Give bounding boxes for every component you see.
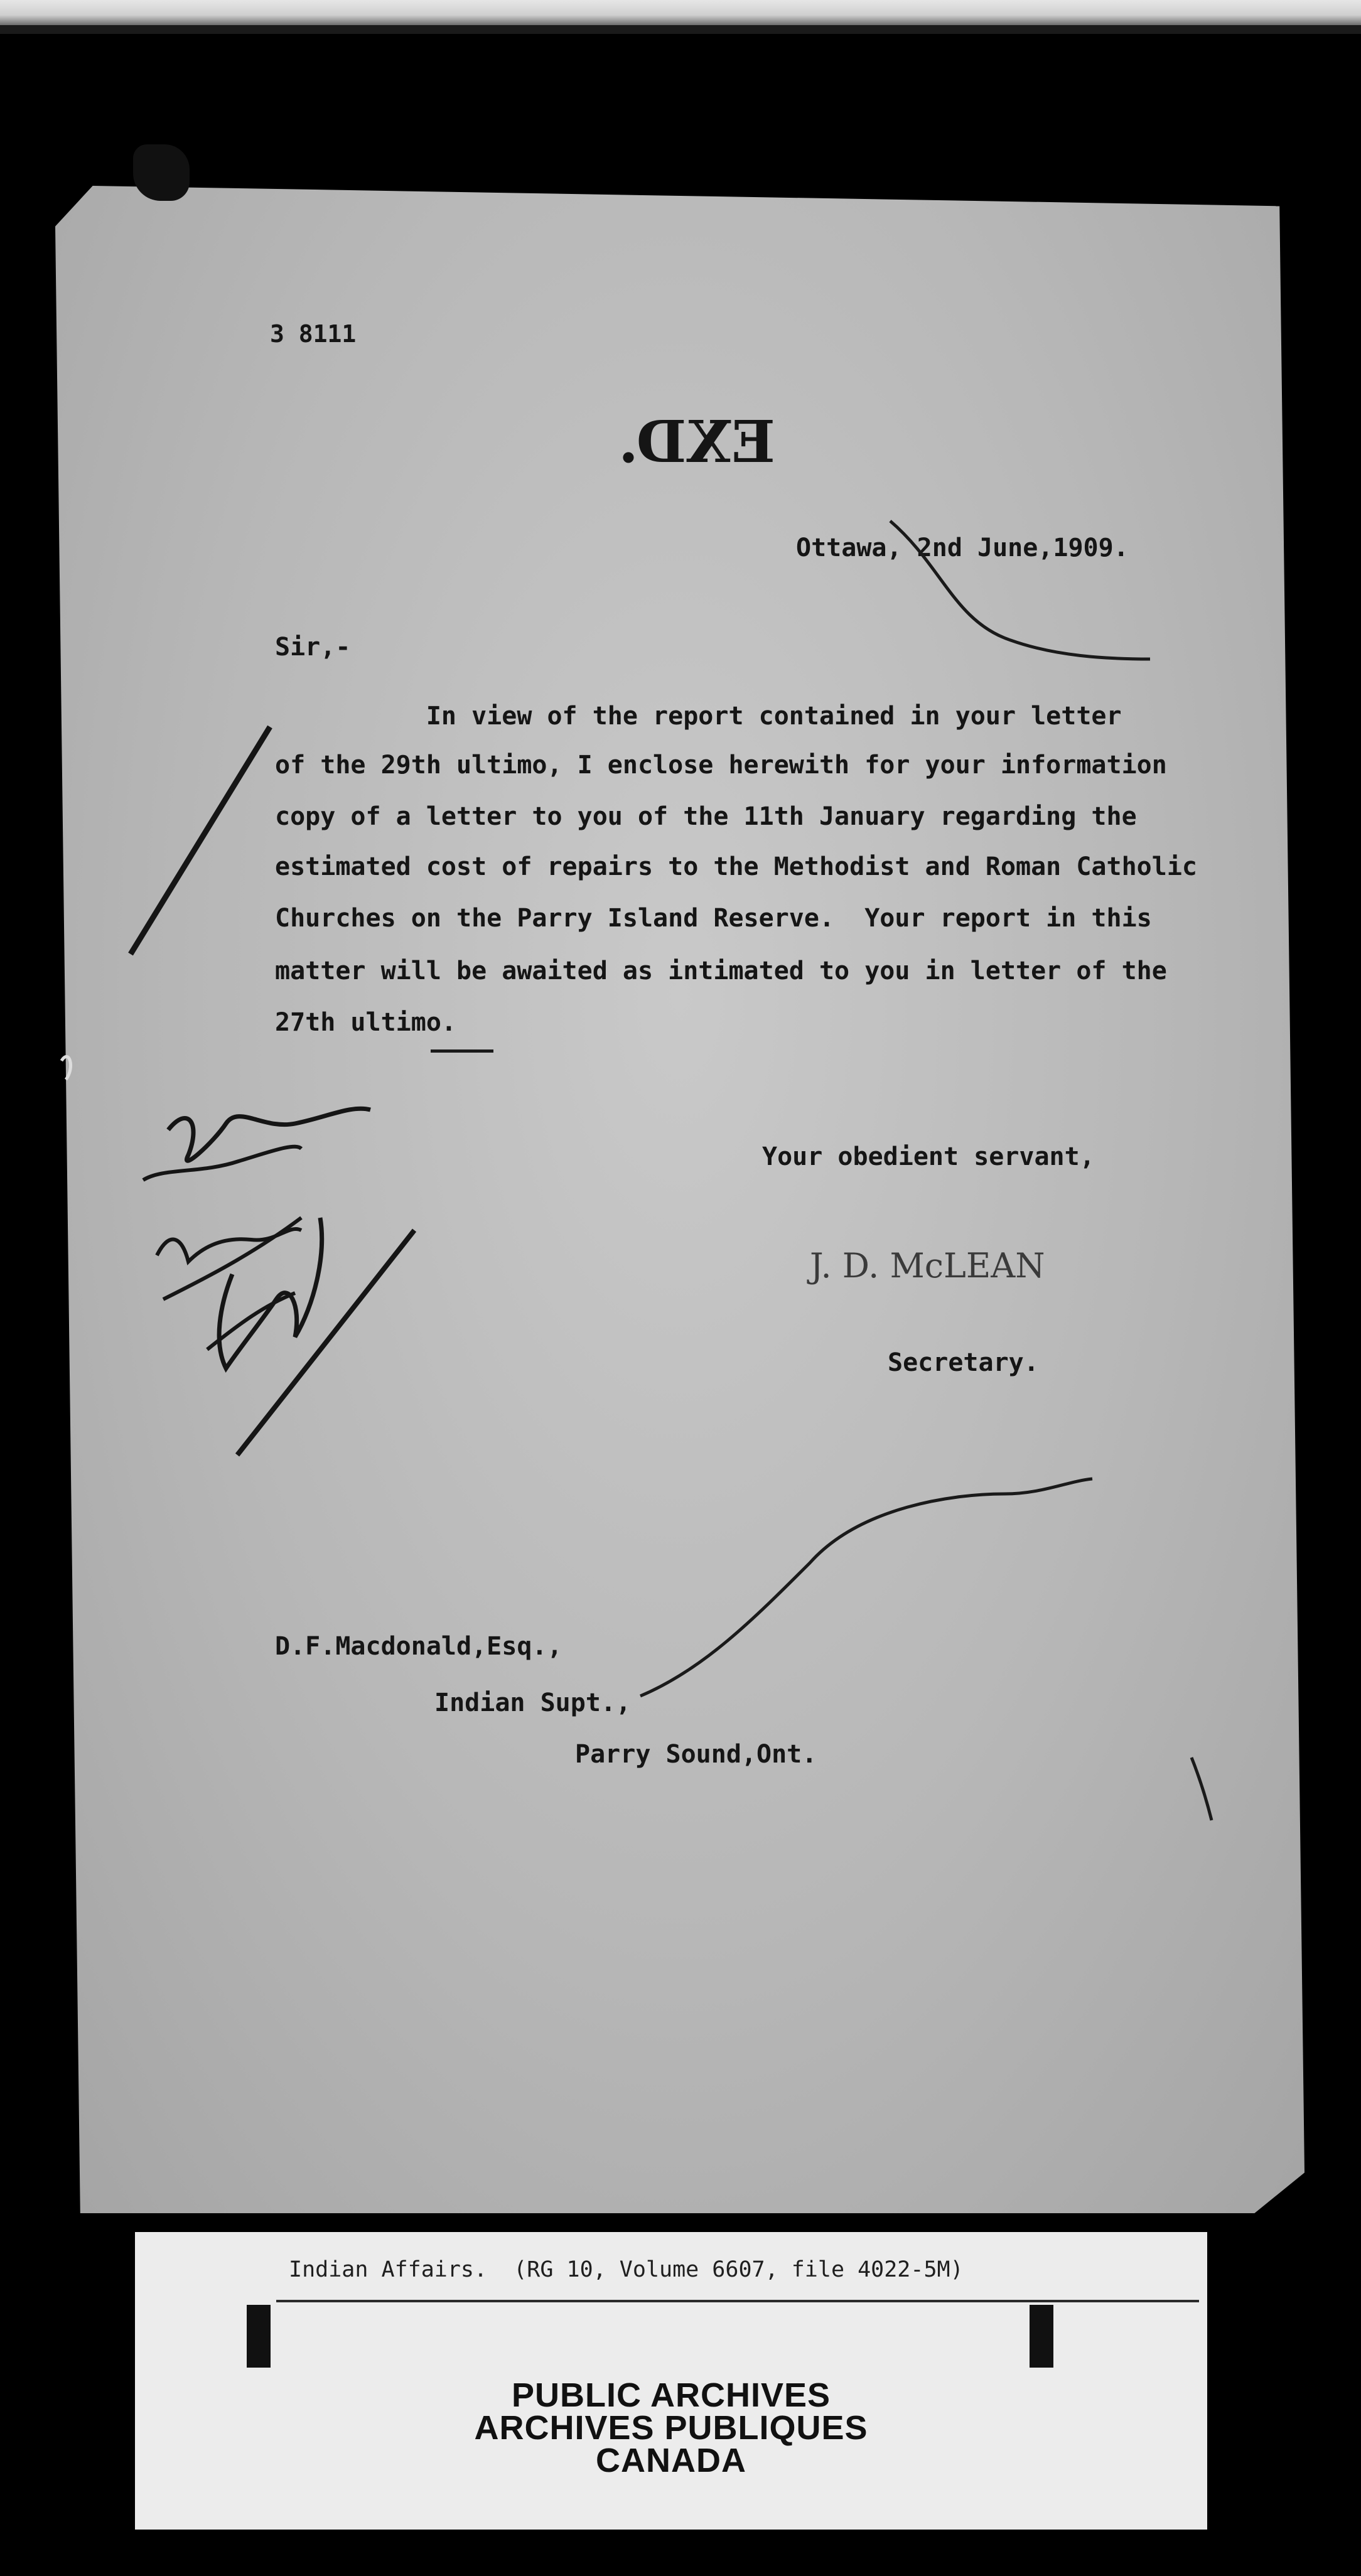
body-line: copy of a letter to you of the 11th January regarding the	[275, 802, 1137, 831]
file-number: 3 8111	[270, 320, 357, 348]
label-tab-left	[247, 2305, 271, 2368]
exd-stamp: EXD.	[618, 408, 776, 476]
body-line: of the 29th ultimo, I enclose herewith for your information	[275, 751, 1167, 780]
recipient-place: Parry Sound,Ont.	[575, 1740, 817, 1769]
archives-line-country: CANADA	[596, 2442, 746, 2479]
body-line: In view of the report contained in your letter	[275, 702, 1122, 731]
salutation: Sir,-	[275, 633, 351, 662]
body-line: Churches on the Parry Island Reserve. Your report in this	[275, 904, 1152, 933]
underline-mark	[431, 1049, 493, 1053]
letter-sheet	[55, 186, 1305, 2213]
body-line: estimated cost of repairs to the Methodist and Roman Catholic	[275, 852, 1198, 881]
archives-line-en: PUBLIC ARCHIVES	[511, 2376, 831, 2414]
archive-label	[135, 2232, 1207, 2530]
body-line: matter will be awaited as intimated to you in letter of the	[275, 957, 1167, 985]
signature-stamp: J. D. McLEAN	[810, 1246, 1045, 1285]
recipient-name: D.F.Macdonald,Esq.,	[275, 1632, 562, 1661]
reference-rule	[276, 2300, 1199, 2302]
closing: Your obedient servant,	[762, 1142, 1095, 1171]
scan-top-border	[0, 25, 1361, 34]
archives-line-fr: ARCHIVES PUBLIQUES	[474, 2409, 868, 2447]
signer-title: Secretary.	[888, 1348, 1039, 1377]
binder-hole	[133, 144, 190, 201]
label-tab-right	[1030, 2305, 1053, 2368]
scan-top-strip	[0, 0, 1361, 25]
letter-date: Ottawa, 2nd June,1909.	[796, 534, 1129, 562]
archive-reference: Indian Affairs. (RG 10, Volume 6607, file 4022-5M)	[289, 2257, 964, 2282]
body-line: 27th ultimo.	[275, 1008, 456, 1037]
recipient-title: Indian Supt.,	[434, 1688, 632, 1717]
